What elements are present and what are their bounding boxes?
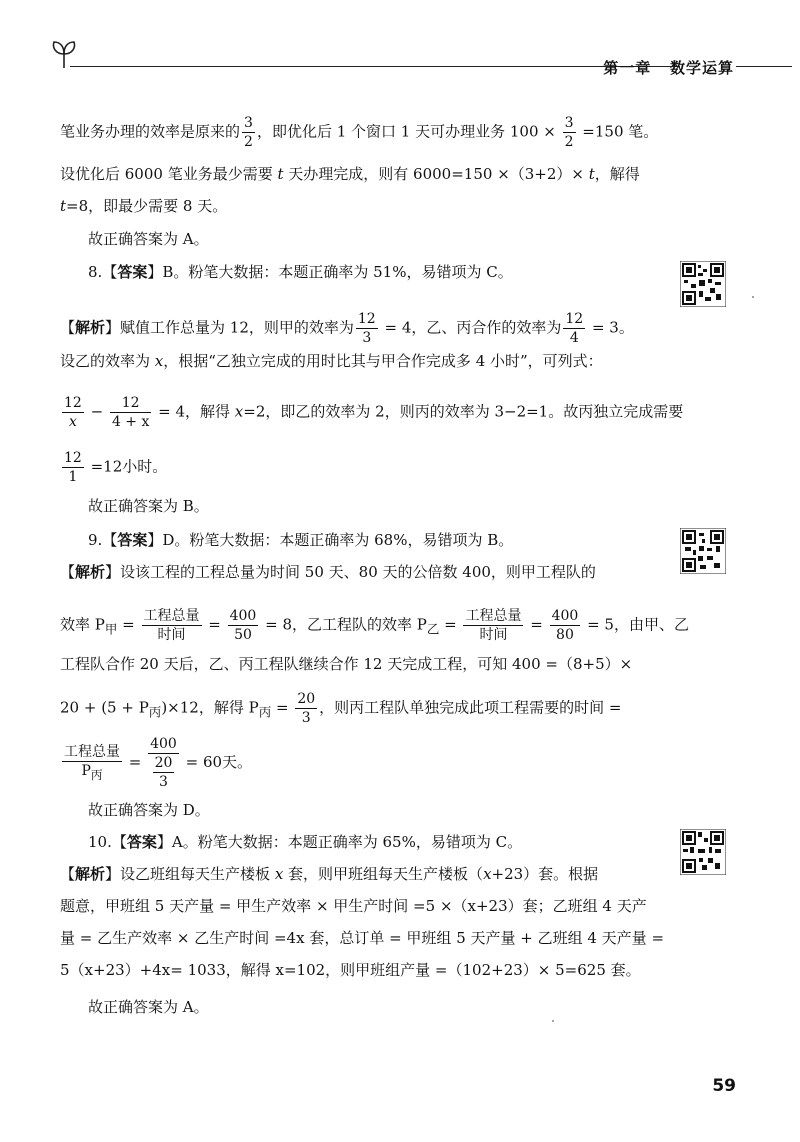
qr-code-q8[interactable] [680,261,726,307]
scan-speck [752,296,754,298]
answer-line: 故正确答案为 D。 [88,801,210,819]
q8-answer: 8.【答案】B。粉笔大数据：本题正确率为 51%，易错项为 C。 [88,263,513,281]
qr-code-q10[interactable] [680,829,726,875]
fraction: $\frac{3}{2}$ [564,115,574,150]
page-number: 59 [712,1076,736,1096]
q10-analysis: 【解析】设乙班组每天生产楼板 x 套，则甲班组每天生产楼板（x+23）套。根据 [60,865,599,883]
text-line: $20 + (5 + P_丙)\times 12$，解得 $P_丙$ = $\frac{20}{3}$ ，则丙工程队单独完成此项工程需要的时间 = [60,691,622,726]
text-line: 量 = 乙生产效率 × 乙生产时间 =4x 套，总订单 = 甲班组 5 天产量 + 乙班组 4 天产量 = [60,929,665,947]
scan-speck [552,1020,554,1022]
section-label: 数学运算 [669,59,734,77]
text-line: 题意，甲班组 5 天产量 = 甲生产效率 × 甲生产时间 =5 ×（x+23）套；乙班组 4 天产 [60,897,647,915]
q8-analysis: 【解析】赋值工作总量为 12，则甲的效率为 $\frac{12}{3}$ = 4，乙、丙合作的效率为 $\frac{12}{4}$ = 3。 [60,311,634,346]
chapter-header [603,57,734,78]
qr-code-q9[interactable] [680,528,726,574]
fraction: $\frac{3}{2}$ [244,115,253,150]
text-line: $\frac{12}{x}$ − $\frac{12}{4 + x}$ = 4，解得 x=2，即乙的效率为 2，则丙的效率为 3−2=1。故丙独立完成需要 [64,395,684,430]
answer-line: 故正确答案为 B。 [88,497,209,515]
text-line: $\frac{\text{工程总量}}{P_丙}$ = $\frac{400}{\frac{20}{3}}$ = 60天。 [64,736,253,790]
text-line: 工程队合作 20 天后，乙、丙工程队继续合作 12 天完成工程，可知 400 =（8+5）× [60,655,633,673]
text-line: 设优化后 6000 笔业务最少需要 t 天办理完成，则有 6000=150 ×（3+2）× t，解得 [60,165,640,183]
text-line: 效率 $P_甲$ = $\frac{\text{工程总量}}{\text{时间}}$ = $\frac{400}{50}$ = 8，乙工程队的效率 $P_乙$ = $\frac{\text{工程总量}}{\text{时间}}$ = $\frac{400}{80}$ = 5，由甲、乙 [60,608,689,643]
text-line: $\frac{12}{1}$ =12小时。 [64,450,168,485]
text-line: 设乙的效率为 x，根据“乙独立完成的用时比其与甲合作完成多 4 小时”，可列式： [60,352,603,370]
chapter-label: 第一章 [603,59,652,77]
q9-analysis: 【解析】设该工程的工程总量为时间 50 天、80 天的公倍数 400，则甲工程队的 [60,563,596,581]
q10-answer: 10.【答案】A。粉笔大数据：本题正确率为 65%，易错项为 C。 [88,833,523,851]
q9-answer: 9.【答案】D。粉笔大数据：本题正确率为 68%，易错项为 B。 [88,531,514,549]
answer-line: 故正确答案为 A。 [88,230,209,248]
text-line: 5（x+23）+4x= 1033，解得 x=102，则甲班组产量 =（102+23）× 5=625 套。 [60,961,641,979]
answer-line: 故正确答案为 A。 [88,998,209,1016]
text-line: 笔业务办理的效率是原来的 $\frac{3}{2}$ ，即优化后 1 个窗口 1 天可办理业务 100 × $\frac{3}{2}$ =150 笔。 [60,115,659,150]
sprout-icon [46,34,82,70]
header-rule [70,66,680,67]
header-rule-tail [736,66,792,67]
text-line: t=8，即最少需要 8 天。 [60,197,228,215]
